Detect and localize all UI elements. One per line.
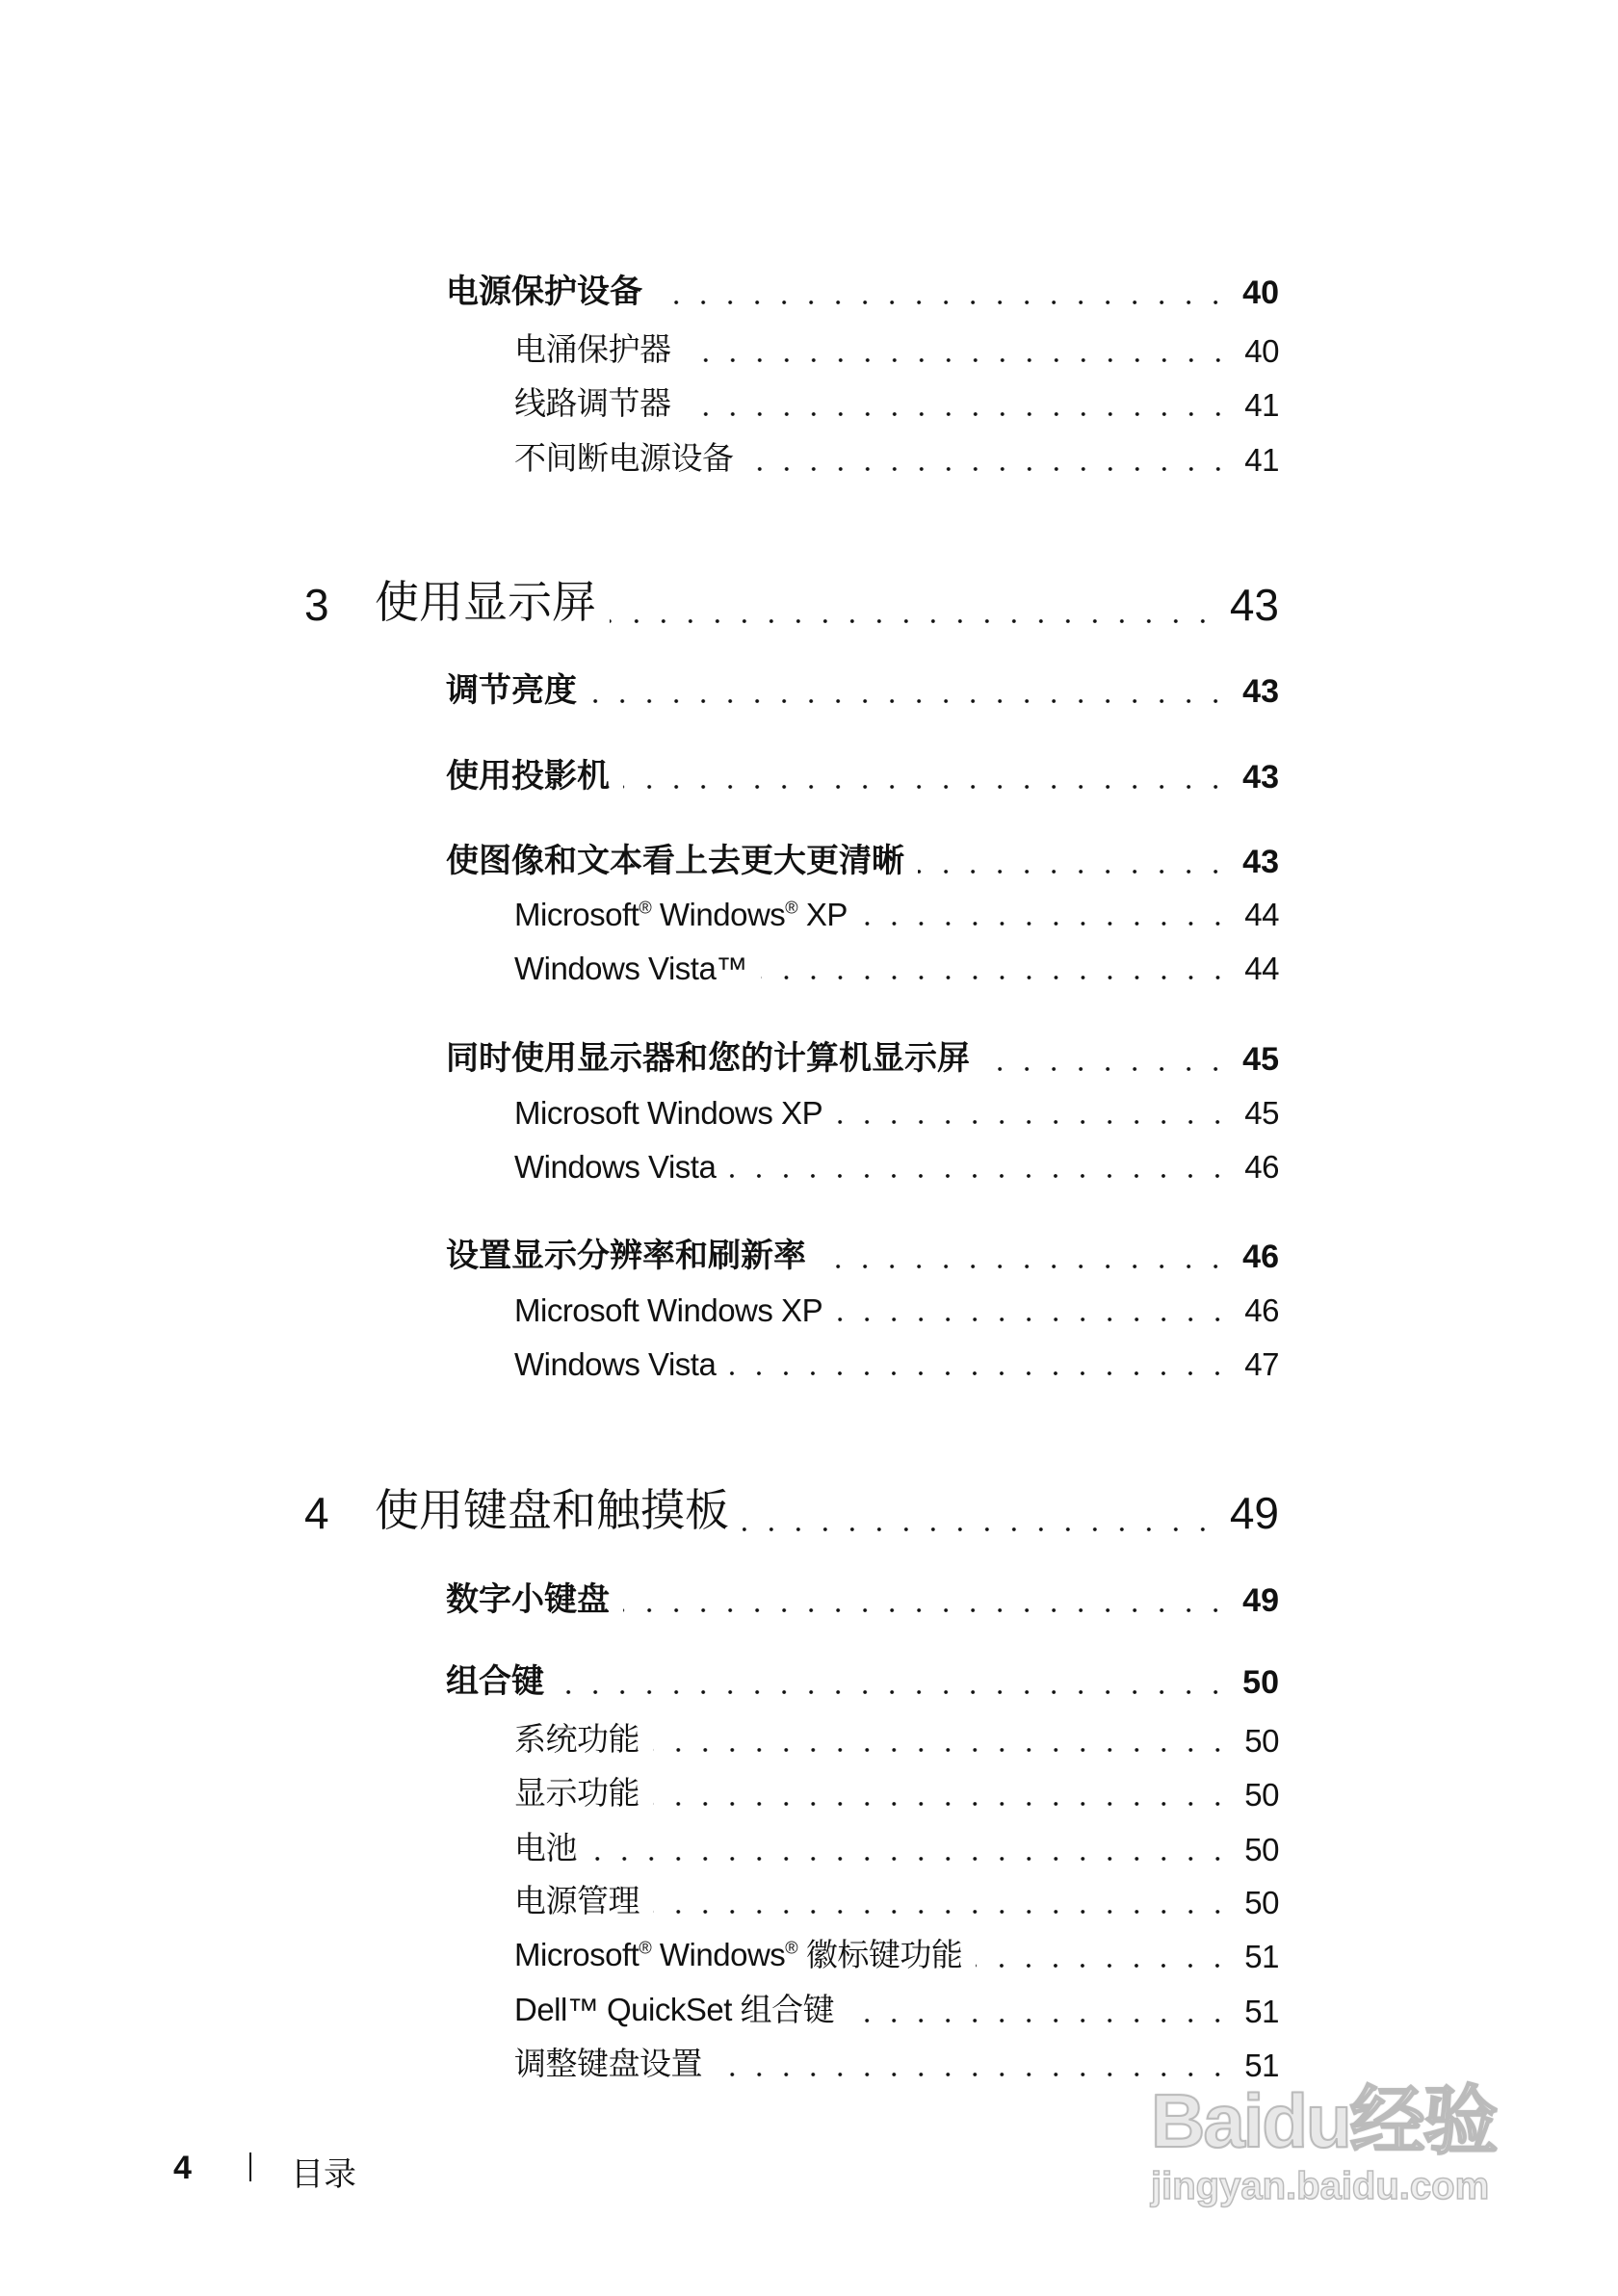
toc-subsection [514, 945, 1279, 987]
toc-entry-title: 电涌保护器 [514, 331, 671, 367]
footer-divider [249, 2152, 251, 2181]
watermark-url: jingyan.baidu.com [1151, 2165, 1490, 2207]
toc-page-number: 49 [1242, 1582, 1279, 1619]
toc-entry-title: 使图像和文本看上去更大更清晰 [446, 843, 904, 879]
dot-leader [653, 1798, 1231, 1808]
dot-leader [685, 354, 1232, 364]
toc-page-number: 41 [1244, 387, 1279, 423]
toc-section [446, 1234, 1279, 1276]
toc-section [446, 1578, 1279, 1620]
watermark-brand: Baidu经验 [1151, 2078, 1497, 2163]
toc-subsection [514, 1089, 1279, 1132]
footer-section-title: 目录 [291, 2156, 356, 2193]
toc-page-number: 46 [1242, 1239, 1279, 1275]
toc-page-number: 41 [1244, 442, 1279, 478]
toc-page-number: 51 [1244, 2048, 1279, 2083]
toc-subsection [514, 1287, 1279, 1329]
toc-entry-title: Windows Vista™ [514, 951, 747, 986]
toc-entry-title: 使用显示屏 [375, 577, 596, 627]
toc-chapter [304, 1481, 1279, 1539]
dot-leader [685, 408, 1232, 418]
dot-leader [761, 972, 1231, 981]
toc-entry-title: 电池 [514, 1830, 577, 1866]
dot-leader [590, 1853, 1231, 1863]
dot-leader [848, 2015, 1231, 2024]
toc-entry-title: 同时使用显示器和您的计算机显示屏 [446, 1040, 970, 1077]
toc-section [446, 839, 1279, 881]
toc-section [446, 754, 1279, 796]
toc-subsection [514, 1826, 1279, 1868]
toc-entry-title: 组合键 [446, 1663, 544, 1700]
toc-entry-title: Microsoft Windows XP [514, 1095, 823, 1131]
chapter-number: 4 [304, 1488, 329, 1538]
dot-leader [653, 1744, 1231, 1754]
toc-subsection [514, 1143, 1279, 1186]
toc-entry-title: 数字小键盘 [446, 1581, 610, 1618]
toc-subsection [514, 1933, 1279, 1975]
dot-leader [590, 695, 1229, 705]
toc-section [446, 1659, 1279, 1702]
toc-chapter [304, 573, 1279, 631]
toc-entry-title: Dell™ QuickSet 组合键 [514, 1992, 835, 2027]
dot-leader [610, 615, 1216, 625]
dot-leader [623, 1605, 1229, 1614]
toc-entry-title: 设置显示分辨率和刷新率 [446, 1238, 806, 1274]
toc-entry-title: 不间断电源设备 [514, 440, 734, 476]
toc-page-number: 43 [1242, 844, 1279, 880]
toc-page-number: 50 [1242, 1664, 1279, 1701]
toc-entry-title: Microsoft® Windows® XP [514, 897, 848, 932]
toc-page-number: 44 [1244, 951, 1279, 986]
toc-subsection [514, 1341, 1279, 1383]
toc-subsection [514, 1988, 1279, 2030]
toc-subsection [514, 327, 1279, 370]
toc-page-number: 51 [1244, 1939, 1279, 1974]
dot-leader [743, 1524, 1216, 1533]
dot-leader [558, 1686, 1229, 1696]
toc-page-number: 50 [1244, 1885, 1279, 1920]
toc-entry-title: 调节亮度 [446, 672, 577, 709]
dot-leader [747, 463, 1232, 473]
toc-entry-title: 使用投影机 [446, 758, 610, 795]
toc-page-number: 50 [1244, 1777, 1279, 1813]
dot-leader [623, 781, 1229, 791]
toc-page-number: 44 [1244, 897, 1279, 932]
toc-page-number: 45 [1242, 1041, 1279, 1078]
dot-leader [836, 1116, 1231, 1126]
toc-page-number: 40 [1244, 333, 1279, 369]
toc-subsection [514, 1879, 1279, 1921]
dot-leader [861, 918, 1231, 927]
toc-page-number: 43 [1229, 580, 1279, 630]
footer-page-number: 4 [173, 2150, 192, 2186]
toc-entry-title: Microsoft® Windows® 徽标键功能 [514, 1937, 963, 1972]
toc-page-number: 43 [1242, 759, 1279, 796]
baidu-watermark-logo [1151, 2061, 1497, 2208]
toc-entry-title: 系统功能 [514, 1721, 639, 1757]
dot-leader [729, 1368, 1231, 1377]
dot-leader [983, 1063, 1229, 1073]
toc-subsection [514, 1771, 1279, 1813]
toc-page-number: 49 [1229, 1488, 1279, 1538]
toc-entry-title: 调整键盘设置 [514, 2046, 702, 2081]
toc-subsection [514, 381, 1279, 424]
toc-entry-title: 线路调节器 [514, 385, 671, 421]
dot-leader [836, 1314, 1231, 1323]
dot-leader [729, 1170, 1231, 1180]
dot-leader [820, 1261, 1229, 1270]
toc-section [446, 668, 1279, 711]
toc-section [446, 270, 1279, 312]
toc-entry-title: Windows Vista [514, 1346, 717, 1382]
toc-page-number: 46 [1244, 1149, 1279, 1185]
chapter-number: 3 [304, 580, 329, 630]
toc-subsection [514, 891, 1279, 933]
toc-section [446, 1036, 1279, 1079]
toc-page-number: 47 [1244, 1346, 1279, 1382]
toc-entry-title: 使用键盘和触摸板 [375, 1485, 729, 1535]
toc-page-number: 51 [1244, 1994, 1279, 2029]
dot-leader [976, 1960, 1231, 1970]
toc-entry-title: 电源保护设备 [446, 274, 642, 310]
toc-entry-title: Windows Vista [514, 1149, 717, 1185]
toc-page-number: 50 [1244, 1832, 1279, 1867]
toc-subsection [514, 1717, 1279, 1760]
toc-page-number: 50 [1244, 1723, 1279, 1759]
toc-entry-title: Microsoft Windows XP [514, 1292, 823, 1328]
toc-subsection [514, 436, 1279, 479]
toc-entry-title: 显示功能 [514, 1775, 639, 1811]
dot-leader [918, 866, 1229, 875]
toc-page-number: 40 [1242, 274, 1279, 311]
toc-page-number: 46 [1244, 1292, 1279, 1328]
toc-entry-title: 电源管理 [514, 1883, 639, 1918]
dot-leader [653, 1906, 1231, 1916]
dot-leader [656, 297, 1229, 306]
toc-page-number: 43 [1242, 673, 1279, 710]
toc-page-number: 45 [1244, 1095, 1279, 1131]
